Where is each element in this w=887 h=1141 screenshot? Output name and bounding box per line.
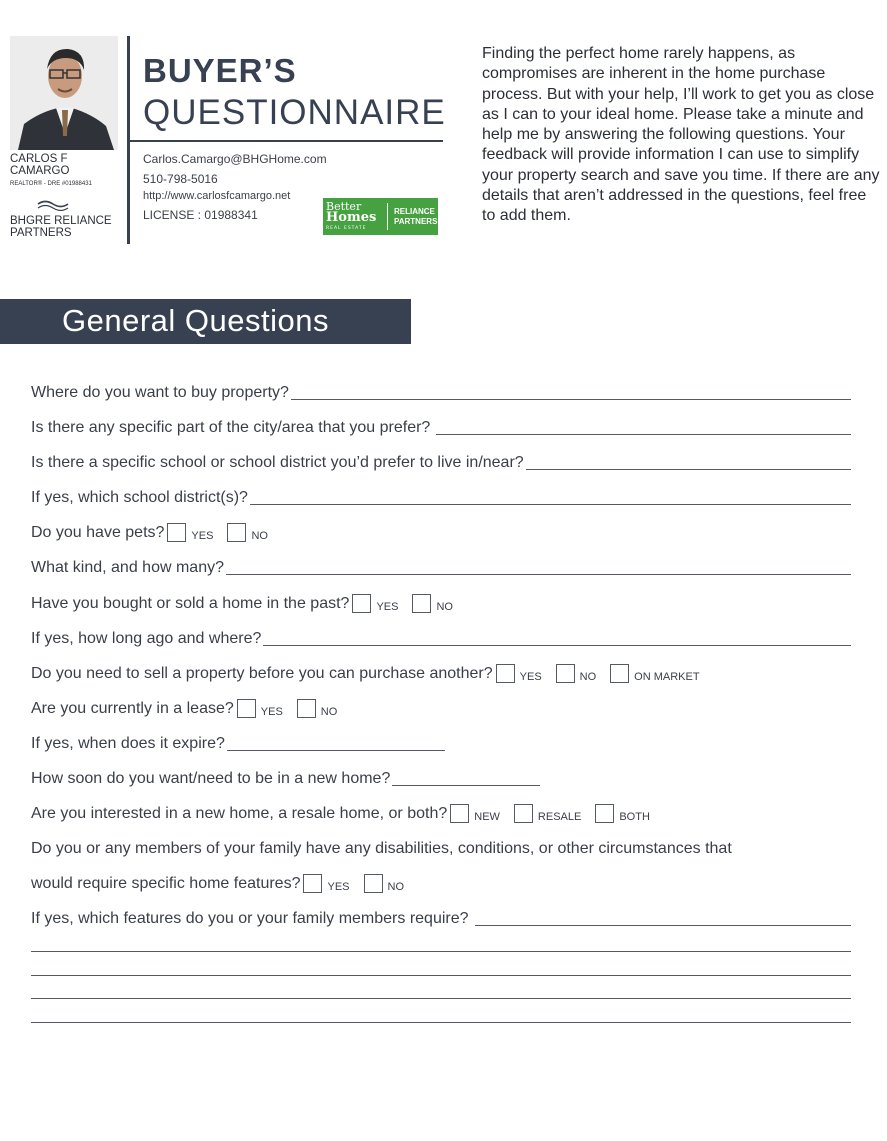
option-label: NO <box>320 706 338 718</box>
logo-line2: Homes <box>326 210 377 225</box>
option-label: YES <box>191 530 214 542</box>
answer-line-pet-kind[interactable] <box>226 574 851 575</box>
sell-first-yes-checkbox[interactable] <box>496 664 515 683</box>
question-label: Do you need to sell a property before you can purchase another? <box>31 665 493 682</box>
answer-line-school-district[interactable] <box>250 504 851 505</box>
lease-no-checkbox[interactable] <box>297 699 316 718</box>
question-row <box>31 379 851 403</box>
agent-phone: 510-798-5016 <box>143 172 218 186</box>
features-no-checkbox[interactable] <box>364 874 383 893</box>
brokerage-wave-icon <box>36 199 70 211</box>
option-label: NO <box>436 601 453 613</box>
question-row <box>31 800 851 824</box>
question-label: Is there a specific school or school district you’d prefer to live in/near? <box>31 454 524 471</box>
question-row <box>31 870 851 894</box>
question-row <box>31 730 851 754</box>
question-row <box>31 905 851 929</box>
question-row <box>31 449 851 473</box>
question-label: If yes, how long ago and where? <box>31 630 262 647</box>
answer-line-school[interactable] <box>526 469 851 470</box>
question-row <box>31 484 851 508</box>
answer-line-extra-2[interactable] <box>31 975 851 976</box>
question-label: Have you bought or sold a home in the past? <box>31 595 350 612</box>
answer-line-extra-1[interactable] <box>31 951 851 952</box>
intro-paragraph: Finding the perfect home rarely happens, as compromises are inherent in the home purchase process. But with your help, I’ll work to get you as close as I can to your ideal home. Please take a minute and help me by answering the following questions. Your feedback will provide information I can use to simplify your property search and save you time. If there are any details that aren’t addressed in the questions, feel free to add them. <box>482 45 880 225</box>
option-label: BOTH <box>619 811 650 823</box>
question-row <box>31 590 851 614</box>
option-label: YES <box>327 881 350 893</box>
question-label: If yes, which features do you or your family members require? <box>31 910 469 927</box>
section-title: General Questions <box>62 303 329 338</box>
question-label: Are you interested in a new home, a resale home, or both? <box>31 805 448 822</box>
title-underline <box>130 140 443 142</box>
pets-yes-checkbox[interactable] <box>167 523 186 542</box>
agent-name: CARLOS F CAMARGO <box>10 153 70 177</box>
home-new-checkbox[interactable] <box>450 804 469 823</box>
sell-first-no-checkbox[interactable] <box>556 664 575 683</box>
option-label: ON MARKET <box>634 671 700 683</box>
answer-line-features[interactable] <box>475 925 851 926</box>
lease-yes-checkbox[interactable] <box>237 699 256 718</box>
question-row <box>31 625 851 649</box>
question-label: Do you have pets? <box>31 524 165 541</box>
page-title-line2: QUESTIONNAIRE <box>143 93 446 132</box>
option-label: YES <box>376 601 399 613</box>
page-title-line1: BUYER’S <box>143 52 297 89</box>
option-label: NO <box>579 671 597 683</box>
question-row <box>31 414 851 438</box>
agent-website: http://www.carlosfcamargo.net <box>143 190 291 202</box>
brokerage-name: BHGRE RELIANCE PARTNERS <box>10 215 112 239</box>
option-label: NEW <box>474 811 500 823</box>
question-row <box>31 554 851 578</box>
agent-dre-number: REALTOR® - DRE #01988431 <box>10 181 92 187</box>
bhg-logo <box>323 198 438 235</box>
question-label: Is there any specific part of the city/area that you prefer? <box>31 419 431 436</box>
features-yes-checkbox[interactable] <box>303 874 322 893</box>
logo-right1: RELIANCE <box>394 206 435 216</box>
question-label: How soon do you want/need to be in a new home? <box>31 770 391 787</box>
agent-email: Carlos.Camargo@BHGHome.com <box>143 152 327 166</box>
question-label: would require specific home features? <box>31 875 301 892</box>
option-label: YES <box>519 671 542 683</box>
agent-license: LICENSE : 01988341 <box>143 208 258 222</box>
answer-line-preferred-area[interactable] <box>436 434 851 435</box>
question-row <box>31 660 851 684</box>
home-resale-checkbox[interactable] <box>514 804 533 823</box>
question-row <box>31 519 851 543</box>
bought-sold-yes-checkbox[interactable] <box>352 594 371 613</box>
question-label: If yes, when does it expire? <box>31 735 225 752</box>
agent-photo <box>10 36 118 150</box>
answer-line-extra-4[interactable] <box>31 1022 851 1023</box>
question-label: If yes, which school district(s)? <box>31 489 248 506</box>
answer-line-extra-3[interactable] <box>31 998 851 999</box>
logo-line1: Better <box>326 200 362 213</box>
option-label: NO <box>387 881 404 893</box>
sell-first-on-market-checkbox[interactable] <box>610 664 629 683</box>
question-row <box>31 765 851 789</box>
bought-sold-no-checkbox[interactable] <box>412 594 431 613</box>
question-row <box>31 835 851 859</box>
agent-portrait-image <box>10 36 118 150</box>
option-label: YES <box>260 706 283 718</box>
logo-line3: REAL ESTATE <box>326 226 367 231</box>
home-both-checkbox[interactable] <box>595 804 614 823</box>
question-row <box>31 695 851 719</box>
logo-right2: PARTNERS <box>394 216 438 226</box>
question-label: What kind, and how many? <box>31 559 224 576</box>
question-label: Where do you want to buy property? <box>31 384 289 401</box>
question-label: Are you currently in a lease? <box>31 700 234 717</box>
option-label: RESALE <box>537 811 582 823</box>
answer-line-move-timeframe[interactable] <box>392 785 540 786</box>
answer-line-lease-expire[interactable] <box>227 750 445 751</box>
pets-no-checkbox[interactable] <box>227 523 246 542</box>
answer-line-buy-location[interactable] <box>291 399 851 400</box>
option-label: NO <box>251 530 268 542</box>
answer-line-when-where[interactable] <box>263 645 851 646</box>
question-label: Do you or any members of your family have any disabilities, conditions, or other circumstances that <box>31 840 732 857</box>
